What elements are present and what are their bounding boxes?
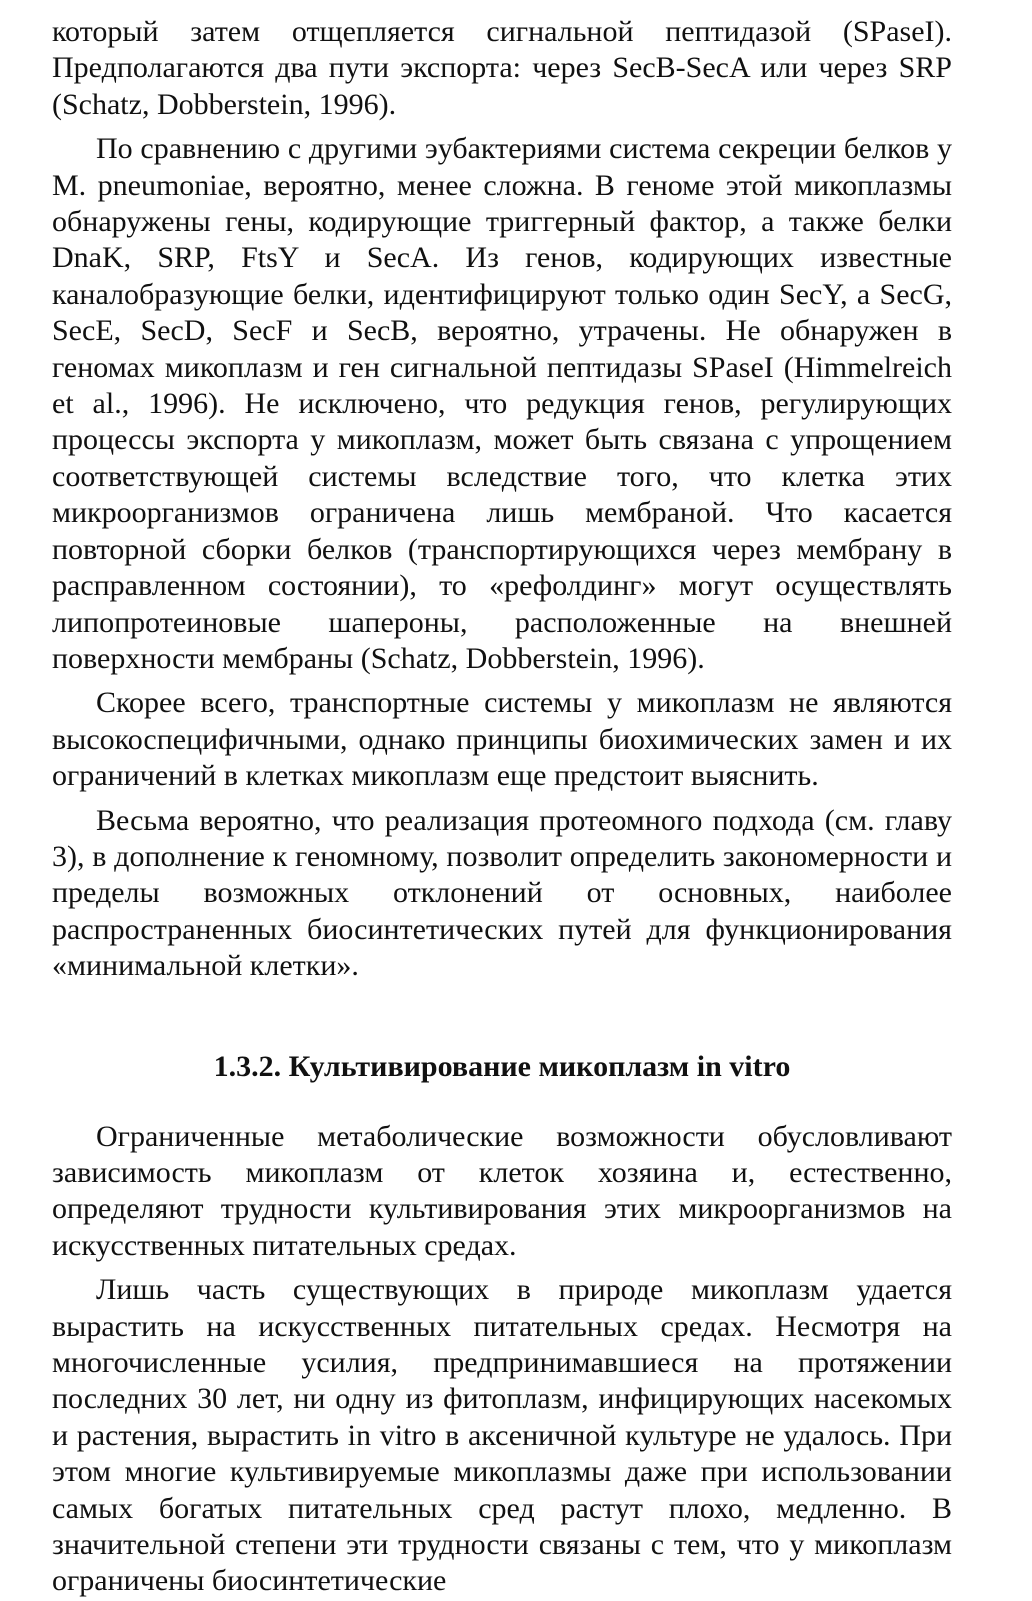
heading-gap [52,1085,952,1119]
paragraph-proteomic-approach: Весьма вероятно, что реализация протеомного подхода (см. главу 3), в дополнение к геномному, позволит определить закономерности и пределы возможных отклонений от основных, наиболее распространенных биосинтетических путей для функционирования «минимальной клетки». [52,803,952,983]
paragraph-gap [52,1264,952,1272]
document-page [52,14,952,1600]
paragraph-limited-metabolism: Ограниченные метаболические возможности обусловливают зависимость микоплазм от клеток хозяина и, естественно, определяют трудности культивирования этих микроорганизмов на искусственных питательных средах. [52,1119,952,1262]
paragraph-continuation: который затем отщепляется сигнальной пептидазой (SPaseI). Предполагаются два пути экспорта: через SecB-SecA или через SRP (Schatz, Dobberstein, 1996). [52,15,952,121]
paragraph-transport-systems: Скорее всего, транспортные системы у микоплазм не являются высокоспецифичными, однако принципы биохимических замен и их ограничений в клетках микоплазм еще предстоит выяснить. [52,686,952,793]
paragraph-cultivation-difficulties: Лишь часть существующих в природе микоплазм удается вырастить на искусственных питательных средах. Несмотря на многочисленные усилия, предпринимавшиеся на протяжении последних 30 лет, ни одну из фитоплазм, инфицирующих насекомых и растения, вырастить in vitro в аксеничной культуре не удалось. При этом многие культивируемые микоплазмы даже при использовании самых богатых питательных сред растут плохо, медленно. В значительной степени эти трудности связаны с тем, что у микоплазм ограничены биосинтетические [52,1273,952,1598]
paragraph-gap [52,677,952,685]
paragraph-gap [52,795,952,803]
paragraph-gap [52,123,952,131]
section-gap [52,985,952,1049]
paragraph-secretion-system: По сравнению с другими эубактериями система секреции белков у M. pneumoniae, вероятно, менее сложна. В геноме этой микоплазмы обнаружены гены, кодирующие триггерный фактор, а также белки DnaK, SRP, FtsY и SecA. Из генов, кодирующих известные каналобразующие белки, идентифицируют только один SecY, а SecG, SecE, SecD, SecF и SecB, вероятно, утрачены. Не обнаружен в геномах микоплазм и ген сигнальной пептидазы SPaseI (Himmelreich et al., 1996). Не исключено, что редукция генов, регулирующих процессы экспорта у микоплазм, может быть связана с упрощением соответствующей системы вследствие того, что клетка этих микроорганизмов ограничена лишь мембраной. Что касается повторной сборки белков (транспортирующихся через мембрану в расправленном состоянии), то «рефолдинг» могут осуществлять липопротеиновые шапероны, расположенные на внешней поверхности мембраны (Schatz, Dobberstein, 1996). [52,132,952,675]
section-heading: 1.3.2. Культивирование микоплазм in vitro [213,1049,791,1083]
